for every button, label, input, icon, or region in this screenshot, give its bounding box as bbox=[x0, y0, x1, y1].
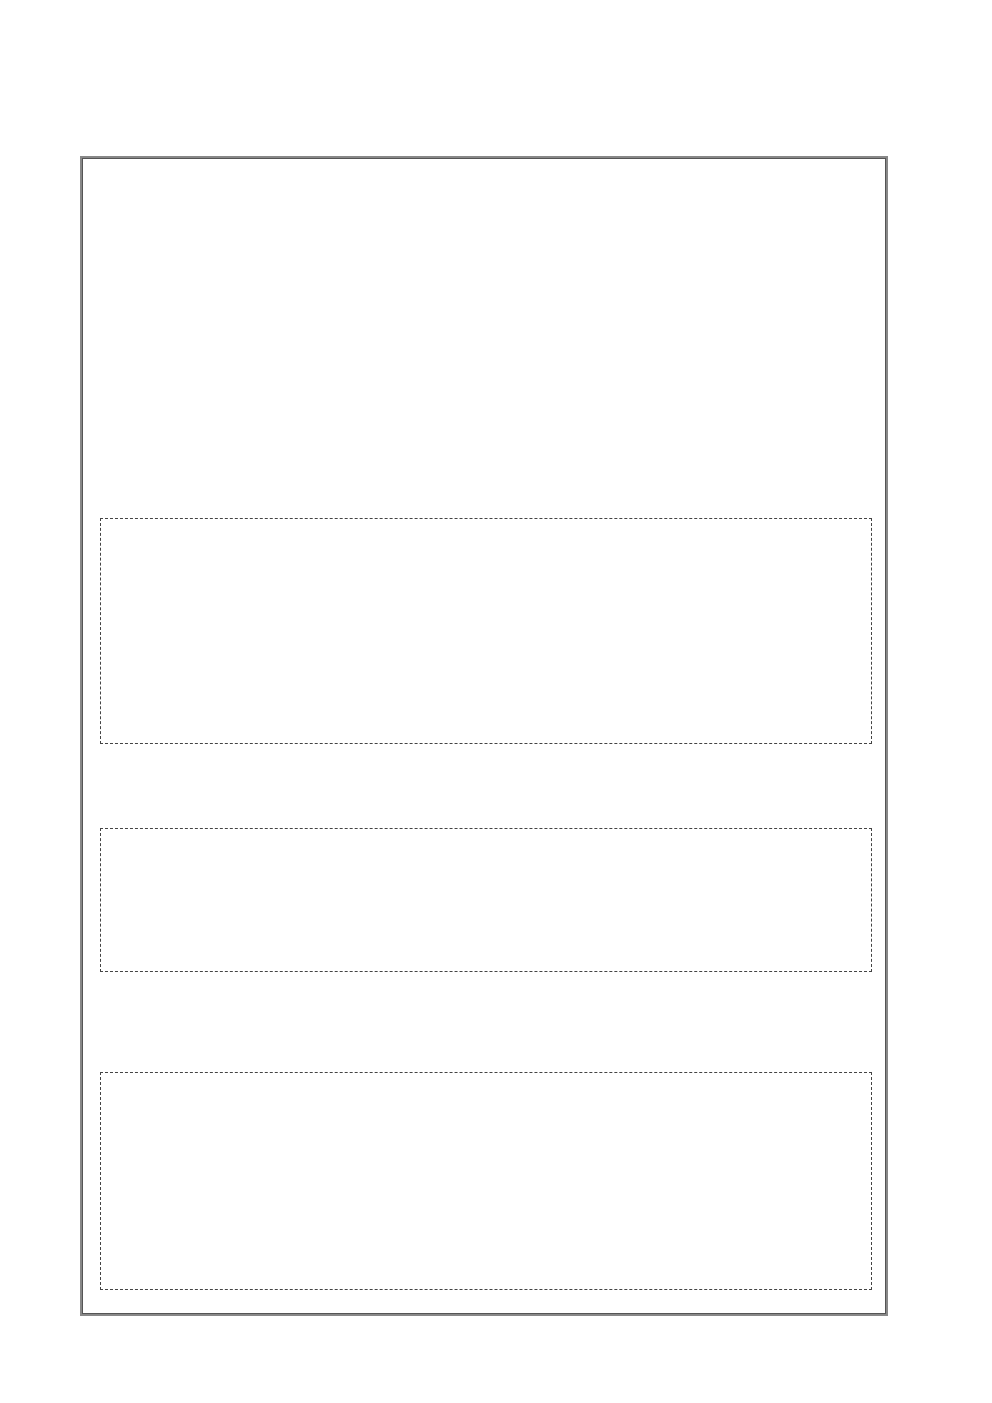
section-3-box bbox=[100, 1072, 872, 1290]
section-1-line bbox=[137, 599, 877, 623]
section-1-line bbox=[121, 675, 861, 699]
page-title bbox=[0, 96, 992, 148]
section-1-line bbox=[121, 637, 861, 661]
section-3-heading bbox=[96, 1024, 856, 1054]
section-3-line bbox=[121, 1113, 861, 1137]
section-3-line bbox=[121, 1189, 861, 1213]
section-3-line bbox=[121, 1151, 861, 1175]
section-2-line bbox=[121, 927, 861, 951]
section-3-line bbox=[121, 1227, 861, 1251]
section-2-line bbox=[121, 851, 861, 875]
section-1-line bbox=[121, 533, 861, 557]
section-1-box bbox=[100, 518, 872, 744]
section-2-box bbox=[100, 828, 872, 972]
section-1-line bbox=[137, 567, 877, 591]
section-1-heading bbox=[96, 476, 856, 506]
section-2-heading bbox=[96, 786, 856, 816]
section-1-line bbox=[173, 707, 913, 731]
section-2-line bbox=[121, 889, 861, 913]
